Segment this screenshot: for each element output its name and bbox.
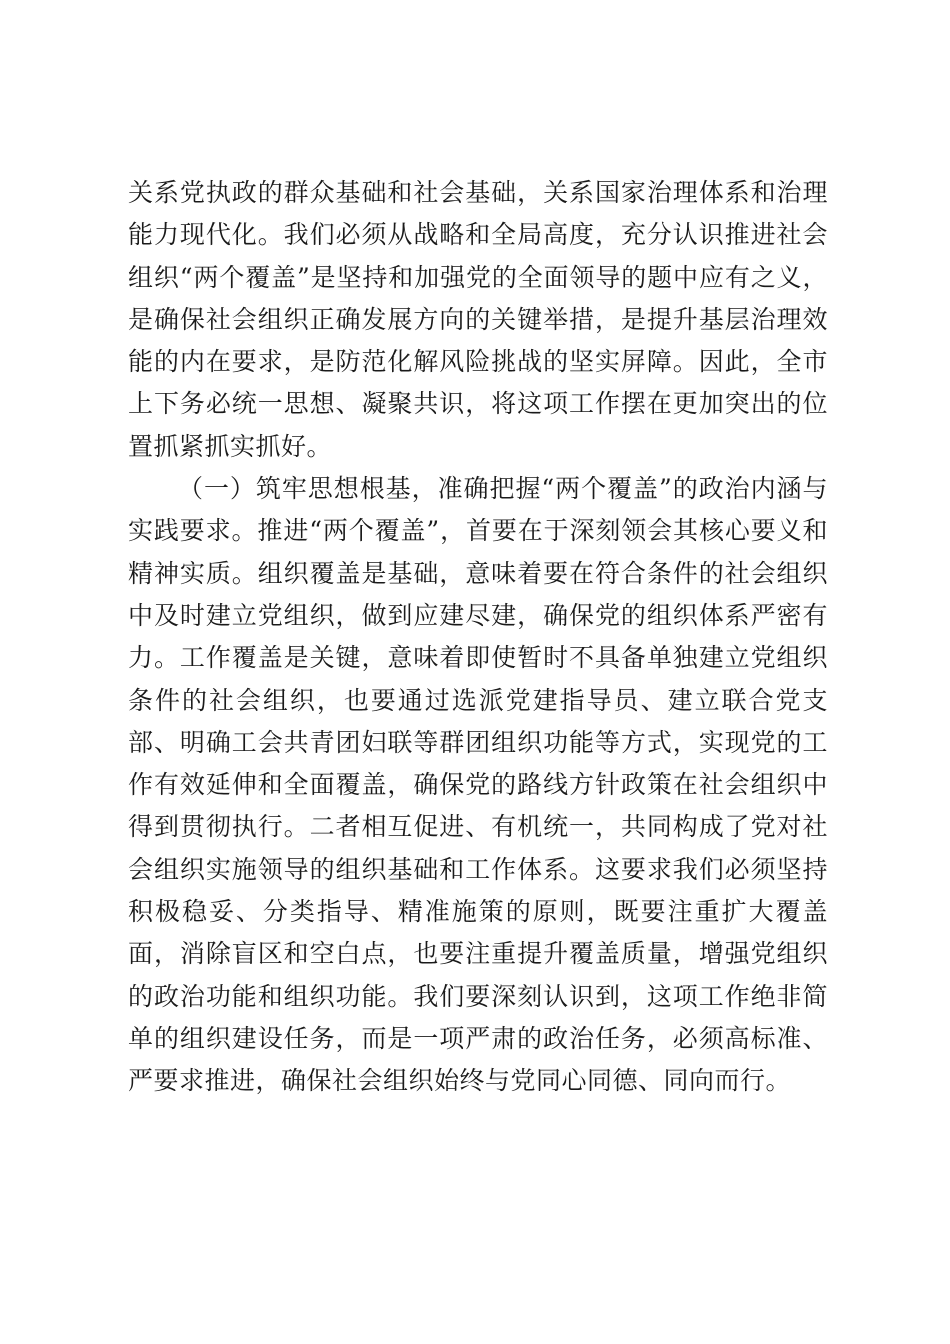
body-paragraph-1: 关系党执政的群众基础和社会基础，关系国家治理体系和治理能力现代化。我们必须从战略和全局高度，充分认识推进社会组织“两个覆盖”是坚持和加强党的全面领导的题中应有之义，是确保社会组织正确发展方向的关键举措，是提升基层治理效能的内在要求，是防范化解风险挑战的坚实屏障。因此，全市上下务必统一思想、凝聚共识，将这项工作摆在更加突出的位置抓紧抓实抓好。 bbox=[128, 178, 828, 461]
document-body bbox=[128, 172, 828, 1103]
body-paragraph-2: （一）筑牢思想根基，准确把握“两个覆盖”的政治内涵与实践要求。推进“两个覆盖”，首要在于深刻领会其核心要义和精神实质。组织覆盖是基础，意味着要在符合条件的社会组织中及时建立党组织，做到应建尽建，确保党的组织体系严密有力。工作覆盖是关键，意味着即使暂时不具备单独建立党组织条件的社会组织，也要通过选派党建指导员、建立联合党支部、明确工会共青团妇联等群团组织功能等方式，实现党的工作有效延伸和全面覆盖，确保党的路线方针政策在社会组织中得到贯彻执行。二者相互促进、有机统一，共同构成了党对社会组织实施领导的组织基础和工作体系。这要求我们必须坚持积极稳妥、分类指导、精准施策的原则，既要注重扩大覆盖面，消除盲区和空白点，也要注重提升覆盖质量，增强党组织的政治功能和组织功能。我们要深刻认识到，这项工作绝非简单的组织建设任务，而是一项严肃的政治任务，必须高标准、严要求推进，确保社会组织始终与党同心同德、同向而行。 bbox=[128, 474, 828, 1096]
